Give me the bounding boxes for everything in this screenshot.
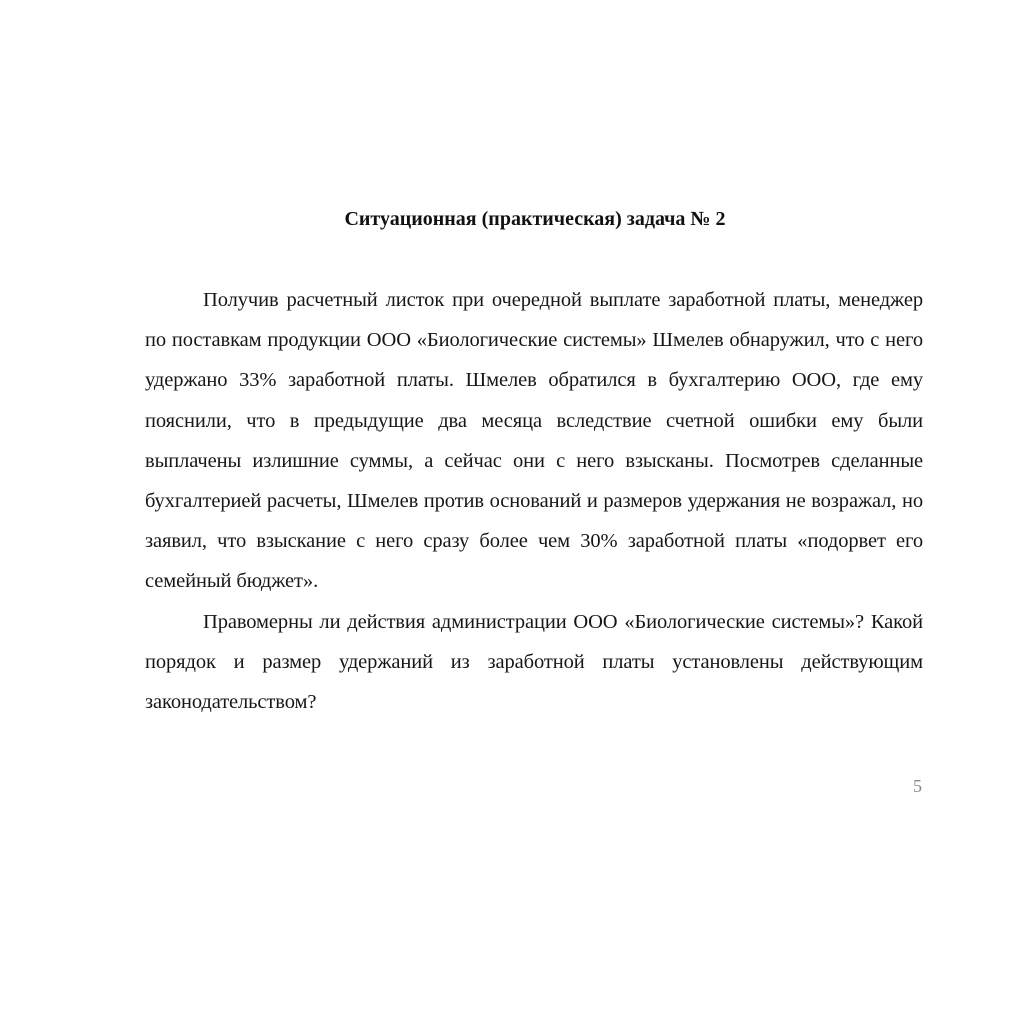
task-body [145, 280, 923, 722]
question-paragraph: Правомерны ли действия администрации ООО «Биологические системы»? Какой порядок и размер удержаний из заработной платы установлены действующим законодательством? [145, 610, 923, 714]
page-number: 5 [913, 776, 922, 796]
situation-paragraph: Получив расчетный листок при очередной выплате заработной платы, менеджер по поставкам продукции ООО «Биологические системы» Шмелев обнаружил, что с него удержано 33% заработной платы. Шмелев обратился в бухгалтерию ООО, где ему пояснили, что в предыдущие два месяца вследствие счетной ошибки ему были выплачены излишние суммы, а сейчас они с него взысканы. Посмотрев сделанные бухгалтерией расчеты, Шмелев против оснований и размеров удержания не возражал, но заявил, что взыскание с него сразу более чем 30% заработной платы «подорвет его семейный бюджет». [145, 289, 923, 593]
task-title: Ситуационная (практическая) задача № 2 [344, 208, 726, 230]
